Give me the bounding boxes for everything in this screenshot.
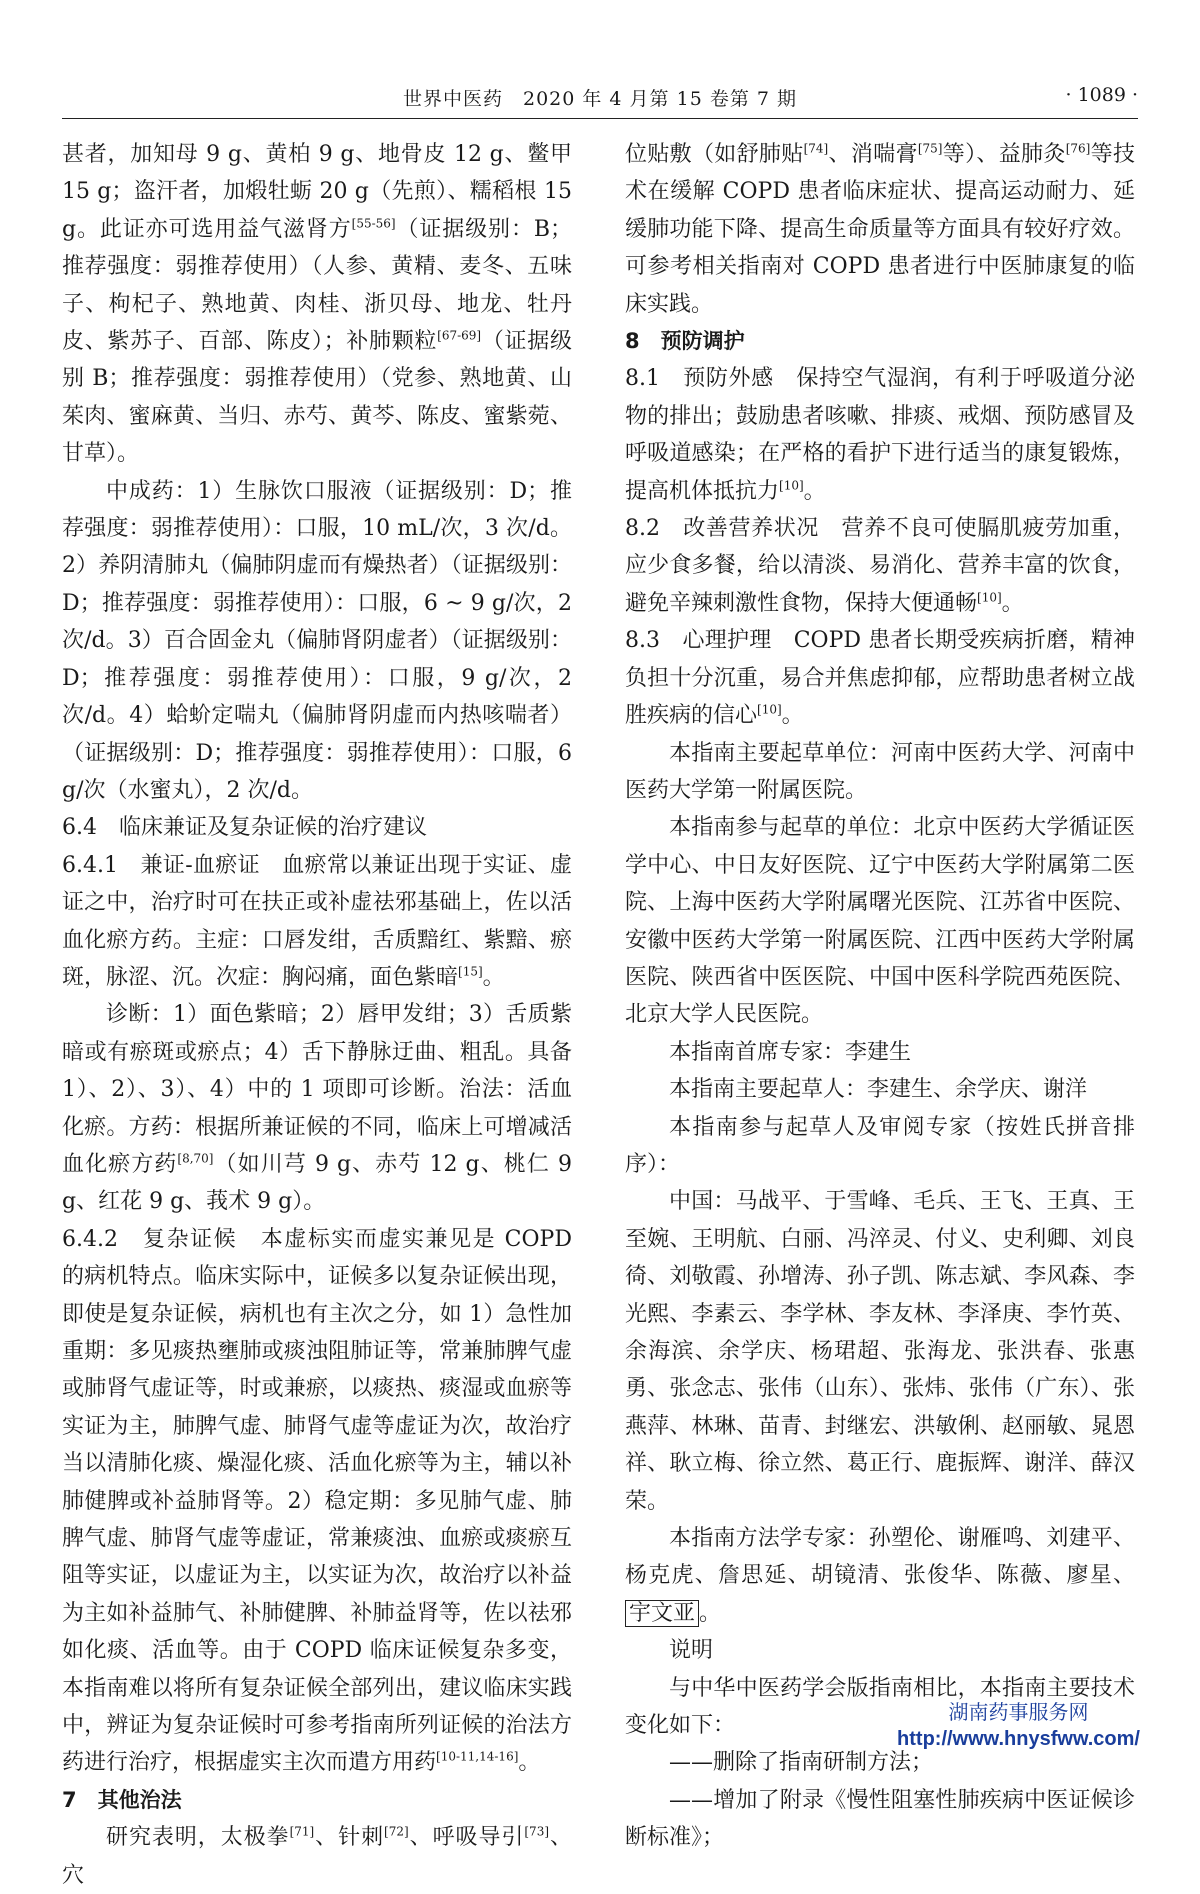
citation: [72] [384, 1824, 409, 1839]
paragraph-chief-expert: 本指南首席专家：李建生 [669, 1039, 912, 1065]
citation: [73] [524, 1824, 550, 1839]
section-heading-6-4: 6.4 临床兼证及复杂证候的治疗建议 [62, 815, 427, 841]
paragraph-6-4-1: 6.4.1 兼证-血瘀证 血瘀常以兼证出现于实证、虚证之中，治疗时可在扶正或补虚祛邪基础上，佐以活血化瘀方药。主症：口唇发绀，舌质黯红、紫黯、瘀斑，脉涩、沉。次症：胸闷痛，面色紫暗[15]。 [62, 852, 572, 990]
paragraph-diagnosis: 诊断：1）面色紫暗；2）唇甲发绀；3）舌质紫暗或有瘀斑或瘀点；4）舌下静脉迂曲、粗乱。具备 1）、2）、3）、4）中的 1 项即可诊断。治法：活血化瘀。方药：根据所兼证候的不同，临床上可增减活血化瘀方药[8,70]（如川芎 9 g、赤芍 12 g、桃仁 9 g、红花 9 g、莪术 9 g）。 [62, 1002, 572, 1215]
change-item-2: ——增加了附录《慢性阻塞性肺疾病中医证候诊断标准》； [625, 1787, 1135, 1851]
paragraph-note-intro: 与中华中医药学会版指南相比，本指南主要技术变化如下： [625, 1675, 1135, 1739]
left-column [62, 136, 572, 1894]
paragraph-other-therapies: 研究表明，太极拳[71]、针刺[72]、呼吸导引[73]、穴 [62, 1824, 572, 1888]
note-title: 说明 [669, 1638, 714, 1664]
paragraph-yin-deficiency-cont: 甚者，加知母 9 g、黄柏 9 g、地骨皮 12 g、鳖甲 15 g；盗汗者，加煅牡蛎 20 g（先煎）、糯稻根 15 g。此证亦可选用益气滋肾方[55-56]（证据级别：B；推荐强度：弱推荐使用）（人参、黄精、麦冬、五味子、枸杞子、熟地黄、肉桂、浙贝母、地龙、牡丹皮、紫苏子、百部、陈皮）；补肺颗粒[67-69]（证据级别 B；推荐强度：弱推荐使用）（党参、熟地黄、山茱肉、蜜麻黄、当归、赤芍、黄芩、陈皮、蜜紫菀、甘草）。 [62, 142, 572, 467]
paragraph-method-experts: 本指南方法学专家：孙塑伦、谢雁鸣、刘建平、杨克虎、詹思延、胡镜清、张俊华、陈薇、廖星、宇文亚 。 [625, 1526, 1135, 1626]
citation: [75] [917, 141, 943, 156]
paragraph-patent-medicines: 中成药：1）生脉饮口服液（证据级别：D；推荐强度：弱推荐使用）：口服，10 mL/次，3 次/d。2）养阴清肺丸（偏肺阴虚而有燥热者）（证据级别：D；推荐强度：弱推荐使用）：口服，6 ~ 9 g/次，2 次/d。3）百合固金丸（偏肺肾阴虚者）（证据级别：D；推荐强度：弱推荐使用）：口服，9 g/次，2 次/d。4）蛤蚧定喘丸（偏肺肾阴虚而内热咳喘者）（证据级别：D；推荐强度：弱推荐使用）：口服，6 g/次（水蜜丸），2 次/d。 [62, 478, 572, 803]
section-heading-7: 7 其他治法 [62, 1787, 182, 1812]
citation: [55-56] [351, 216, 396, 231]
paragraph-8-2: 8.2 改善营养状况 营养不良可使膈肌疲劳加重，应少食多餐，给以清淡、易消化、营养丰富的饮食，避免辛辣刺激性食物，保持大便通畅[10]。 [625, 516, 1135, 616]
paragraph-main-units: 本指南主要起草单位：河南中医药大学、河南中医药大学第一附属医院。 [625, 740, 1135, 803]
paragraph-reviewers-list: 中国：马战平、于雪峰、毛兵、王飞、王真、王至婉、王明航、白丽、冯淬灵、付义、史利卿、刘良徛、刘敬霞、孙增涛、孙子凯、陈志斌、李风森、李光熙、李素云、李学林、李友林、李泽庚、李竹英、余海滨、余学庆、杨珺超、张海龙、张洪春、张惠勇、张念志、张伟（山东）、张炜、张伟（广东）、张燕萍、林琳、苗青、封继宏、洪敏俐、赵丽敏、晁恩祥、耿立梅、徐立然、葛正行、鹿振辉、谢洋、薛汉荣。 [625, 1189, 1135, 1514]
citation: [76] [1065, 141, 1091, 156]
section-heading-8: 8 预防调护 [625, 329, 745, 354]
citation: [71] [289, 1824, 315, 1839]
paragraph-other-therapies-cont: 位贴敷（如舒肺贴[74]、消喘膏[75]等）、益肺灸[76]等技术在缓解 COPD 患者临床症状、提高运动耐力、延缓肺功能下降、提高生命质量等方面具有较好疗效。可参考相关指南对 COPD 患者进行中医肺康复的临床实践。 [625, 141, 1135, 317]
site-name: 湖南药事服务网 [948, 1702, 1089, 1724]
citation: [15] [458, 964, 483, 979]
citation: [8,70] [177, 1151, 214, 1166]
citation: [10] [779, 478, 804, 493]
paragraph-6-4-2: 6.4.2 复杂证候 本虚标实而虚实兼见是 COPD 的病机特点。临床实际中，证候多以复杂证候出现，即使是复杂证候，病机也有主次之分，如 1）急性加重期：多见痰热壅肺或痰浊阻肺证等，常兼肺脾气虚或肺肾气虚证等，时或兼瘀，以痰热、痰湿或血瘀等实证为主，肺脾气虚、肺肾气虚等虚证为次，故治疗当以清肺化痰、燥湿化痰、活血化瘀等为主，辅以补肺健脾或补益肺肾等。2）稳定期：多见肺气虚、肺脾气虚、肺肾气虚等虚证，常兼痰浊、血瘀或痰瘀互阻等实证，以虚证为主，以实证为次，故治疗以补益为主如补益肺气、补肺健脾、补肺益肾等，佐以祛邪如化痰、活血等。由于 COPD 临床证候复杂多变，本指南难以将所有复杂证候全部列出，建议临床实践中，辨证为复杂证候时可参考指南所列证候的治法方药进行治疗，根据虚实主次而遣方用药[10-11,14-16]。 [62, 1226, 572, 1776]
paragraph-8-3: 8.3 心理护理 COPD 患者长期受疾病折磨，精神负担十分沉重，易合并焦虑抑郁，应帮助患者树立战胜疾病的信心[10]。 [625, 628, 1135, 729]
site-url-link[interactable]: http://www.hnysfww.com/ [897, 1728, 1140, 1750]
paragraph-8-1: 8.1 预防外感 保持空气湿润，有利于呼吸道分泌物的排出；鼓励患者咳嗽、排痰、戒烟、预防感冒及呼吸道感染；在严格的看护下进行适当的康复锻炼，提高机体抵抗力[10]。 [625, 366, 1135, 504]
watermark-footer [897, 1700, 1140, 1752]
paragraph-participating-units: 本指南参与起草的单位：北京中医药大学循证医学中心、中日友好医院、辽宁中医药大学附属第二医院、上海中医药大学附属曙光医院、江苏省中医院、安徽中医药大学第一附属医院、江西中医药大学附属医院、陕西省中医医院、中国中医科学院西苑医院、北京大学人民医院。 [625, 815, 1135, 1028]
citation: [74] [803, 141, 829, 156]
citation: [10-11,14-16] [436, 1750, 519, 1765]
citation: [10] [977, 590, 1002, 605]
right-column [625, 136, 1135, 1857]
boxed-name: 宇文亚 [625, 1600, 699, 1627]
page-number: · 1089 · [1065, 84, 1138, 106]
citation: [10] [757, 702, 782, 717]
journal-citation: 世界中医药 2020 年 4 月第 15 卷第 7 期 [403, 88, 797, 110]
running-header [62, 78, 1138, 119]
change-item-1: ——删除了指南研制方法； [669, 1750, 934, 1776]
paragraph-main-drafters: 本指南主要起草人：李建生、余学庆、谢洋 [669, 1077, 1088, 1103]
paragraph-reviewers-intro: 本指南参与起草人及审阅专家（按姓氏拼音排序）： [625, 1114, 1135, 1177]
citation: [67-69] [437, 328, 482, 343]
